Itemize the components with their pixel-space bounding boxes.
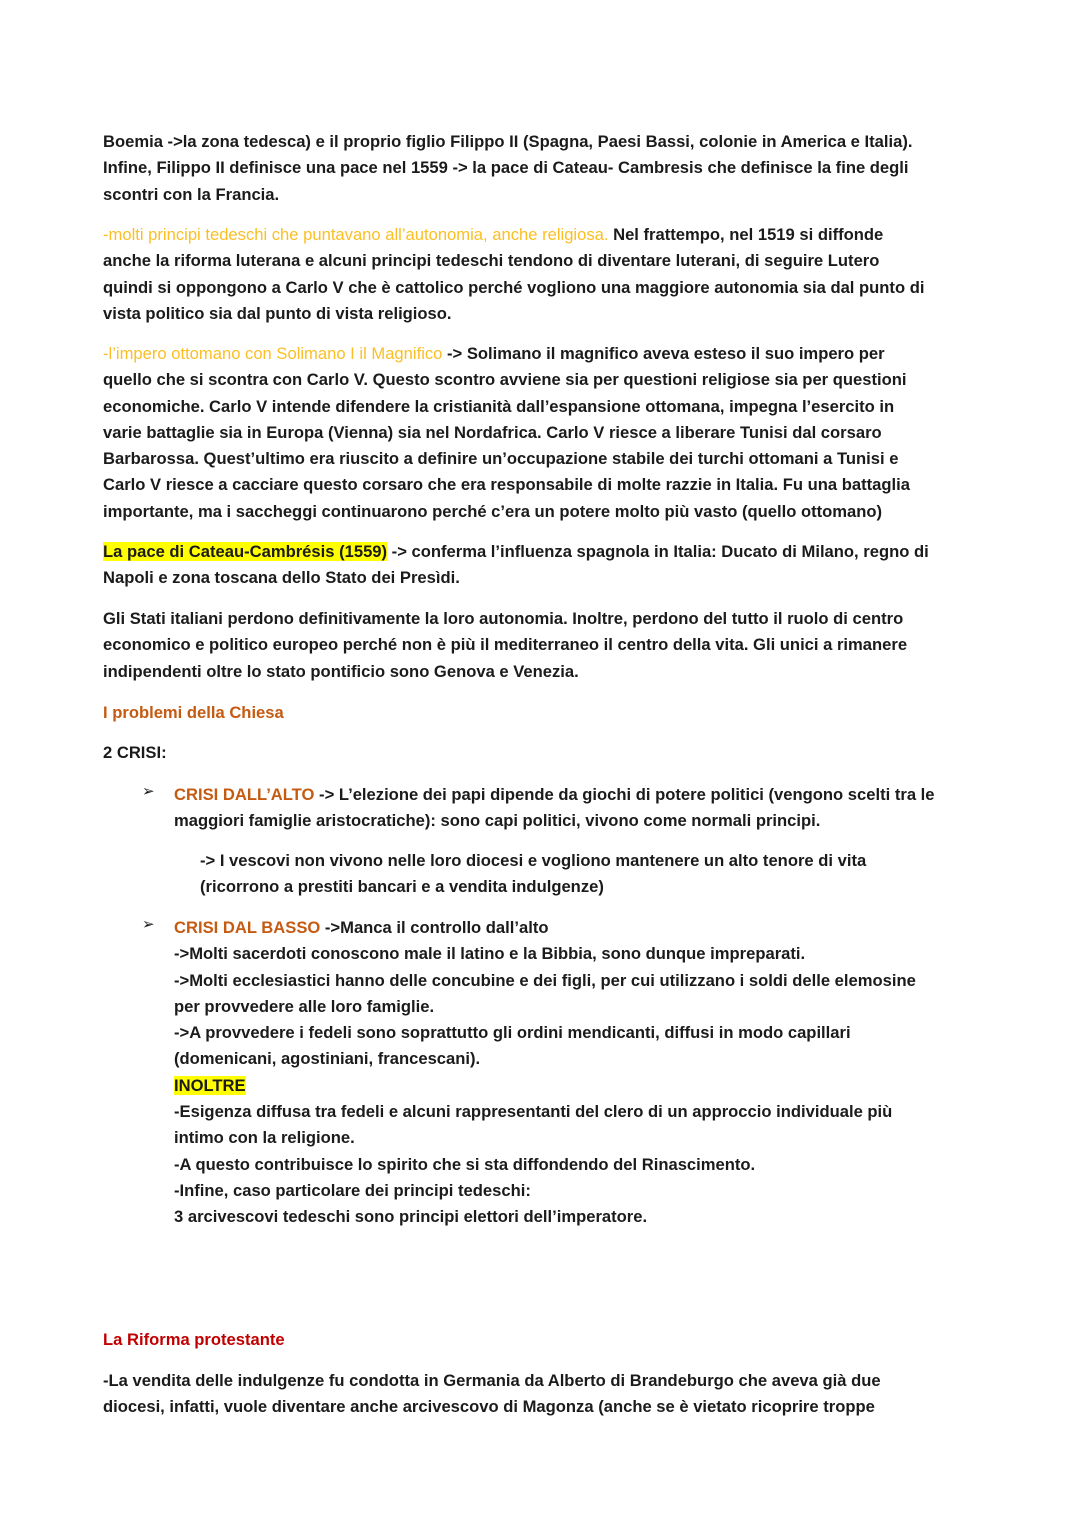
crisi-basso-label: CRISI DAL BASSO: [174, 918, 321, 937]
text-line: ->Molti sacerdoti conoscono male il latino e la Bibbia, sono dunque impreparati.: [174, 944, 806, 964]
text-line: maggiori famiglie aristocratiche): sono capi politici, vivono come normali principi.: [174, 811, 821, 831]
paragraph-pace-cateau: [103, 539, 983, 592]
text-line: 3 arcivescovi tedeschi sono principi elettori dell’imperatore.: [174, 1207, 648, 1227]
text-line: [174, 915, 994, 941]
text-line: (ricorrono a prestiti bancari e a vendita indulgenze): [200, 877, 604, 897]
crisi-alto-subnote: [200, 848, 1000, 901]
crisi-basso-item: [174, 915, 994, 1231]
crisi-label: 2 CRISI:: [103, 743, 167, 762]
text-line: Infine, Filippo II definisce una pace nel 1559 -> la pace di Cateau- Cambresis che definisce la fine degli: [103, 158, 909, 178]
paragraph-indulgenze: [103, 1368, 983, 1421]
text-line: Gli Stati italiani perdono definitivamente la loro autonomia. Inoltre, perdono del tutto il ruolo di centro: [103, 609, 904, 628]
text-line: -Infine, caso particolare dei principi tedeschi:: [174, 1180, 531, 1200]
text-run: ->Manca il controllo dall’alto: [320, 918, 549, 937]
text-line: anche la riforma luterana e alcuni principi tedeschi tendono di diventare luterani, di seguire Lutero: [103, 251, 880, 271]
text-line: [174, 1073, 994, 1099]
highlight-orange-text: -l’impero ottomano con Solimano I il Magnifico: [103, 344, 443, 363]
text-line: intimo con la religione.: [174, 1128, 355, 1148]
crisi-alto-label: CRISI DALL’ALTO: [174, 785, 315, 804]
inoltre-highlight: INOLTRE: [174, 1075, 246, 1095]
text-line: scontri con la Francia.: [103, 184, 280, 204]
paragraph-stati-italiani: [103, 606, 983, 685]
text-line: diocesi, infatti, vuole diventare anche arcivescovo di Magonza (anche se è vietato ricoprire troppe: [103, 1397, 875, 1417]
text-line: [103, 539, 983, 565]
text-line: economico e politico europeo perché non è più il mediterraneo il centro della vita. Gli unici a rimanere: [103, 635, 908, 655]
arrow-bullet-icon: ➢: [142, 916, 155, 933]
paragraph-impero-ottomano: [103, 341, 983, 525]
text-line: -A questo contribuisce lo spirito che si sta diffondendo del Rinascimento.: [174, 1154, 756, 1174]
text-line: [174, 782, 994, 808]
text-line: vista politico sia dal punto di vista religioso.: [103, 303, 452, 323]
text-run: -> L’elezione dei papi dipende da giochi di potere politici (vengono scelti tra le: [314, 785, 935, 804]
text-line: indipendenti oltre lo stato pontificio sono Genova e Venezia.: [103, 661, 579, 681]
text-line: Barbarossa. Quest’ultimo era riuscito a definire un’occupazione stabile dei turchi ottomani a Tunisi e: [103, 449, 899, 469]
text-line: (domenicani, agostiniani, francescani).: [174, 1049, 481, 1069]
text-run: -> conferma l’influenza spagnola in Italia: Ducato di Milano, regno di: [387, 542, 929, 561]
text-line: ->A provvedere i fedeli sono soprattutto gli ordini mendicanti, diffusi in modo capillari: [174, 1023, 851, 1043]
text-run: -> Solimano il magnifico aveva esteso il suo impero per: [442, 344, 885, 363]
text-line: ->Molti ecclesiastici hanno delle concubine e dei figli, per cui utilizzano i soldi delle elemosine: [174, 970, 916, 990]
text-line: varie battaglie sia in Europa (Vienna) sia nel Nordafrica. Carlo V riesce a liberare Tunisi dal corsaro: [103, 422, 882, 442]
crisi-alto-item: [174, 782, 994, 835]
text-line: -Esigenza diffusa tra fedeli e alcuni rappresentanti del clero di un approccio individuale più: [174, 1102, 893, 1122]
highlight-orange-text: -molti principi tedeschi che puntavano all’autonomia, anche religiosa.: [103, 225, 609, 244]
text-line: economiche. Carlo V intende difendere la cristianità dall’espansione ottomana, impegna l’esercito in: [103, 396, 895, 416]
text-line: -La vendita delle indulgenze fu condotta in Germania da Alberto di Brandeburgo che aveva già due: [103, 1371, 881, 1390]
paragraph-principi-tedeschi: [103, 222, 983, 327]
highlighted-text: La pace di Cateau-Cambrésis (1559): [103, 542, 388, 561]
text-line: [103, 222, 983, 248]
text-line: importante, ma i saccheggi continuarono perché c’era un potere molto più vasto (quello ottomano): [103, 501, 883, 521]
text-run: Nel frattempo, nel 1519 si diffonde: [608, 225, 884, 244]
text-line: Boemia ->la zona tedesca) e il proprio figlio Filippo II (Spagna, Paesi Bassi, colonie in America e Italia).: [103, 132, 913, 151]
text-line: quindi si oppongono a Carlo V che è cattolico perché vogliono una maggiore autonomia sia dal punto di: [103, 277, 925, 297]
text-line: Carlo V riesce a cacciare questo corsaro che era responsabile di molte razzie in Italia. Fu una battaglia: [103, 475, 910, 495]
arrow-bullet-icon: ➢: [142, 783, 155, 800]
heading-problemi-chiesa: I problemi della Chiesa: [103, 703, 284, 722]
text-line: -> I vescovi non vivono nelle loro diocesi e vogliono mantenere un alto tenore di vita: [200, 851, 867, 870]
text-line: per provvedere alle loro famiglie.: [174, 996, 435, 1016]
text-line: Napoli e zona toscana dello Stato dei Presìdi.: [103, 568, 460, 588]
text-line: [103, 341, 983, 367]
heading-riforma-protestante: La Riforma protestante: [103, 1330, 285, 1349]
paragraph-spartizione: [103, 129, 983, 208]
text-line: quello che si scontra con Carlo V. Questo scontro avviene sia per questioni religiose sia per questioni: [103, 370, 907, 390]
